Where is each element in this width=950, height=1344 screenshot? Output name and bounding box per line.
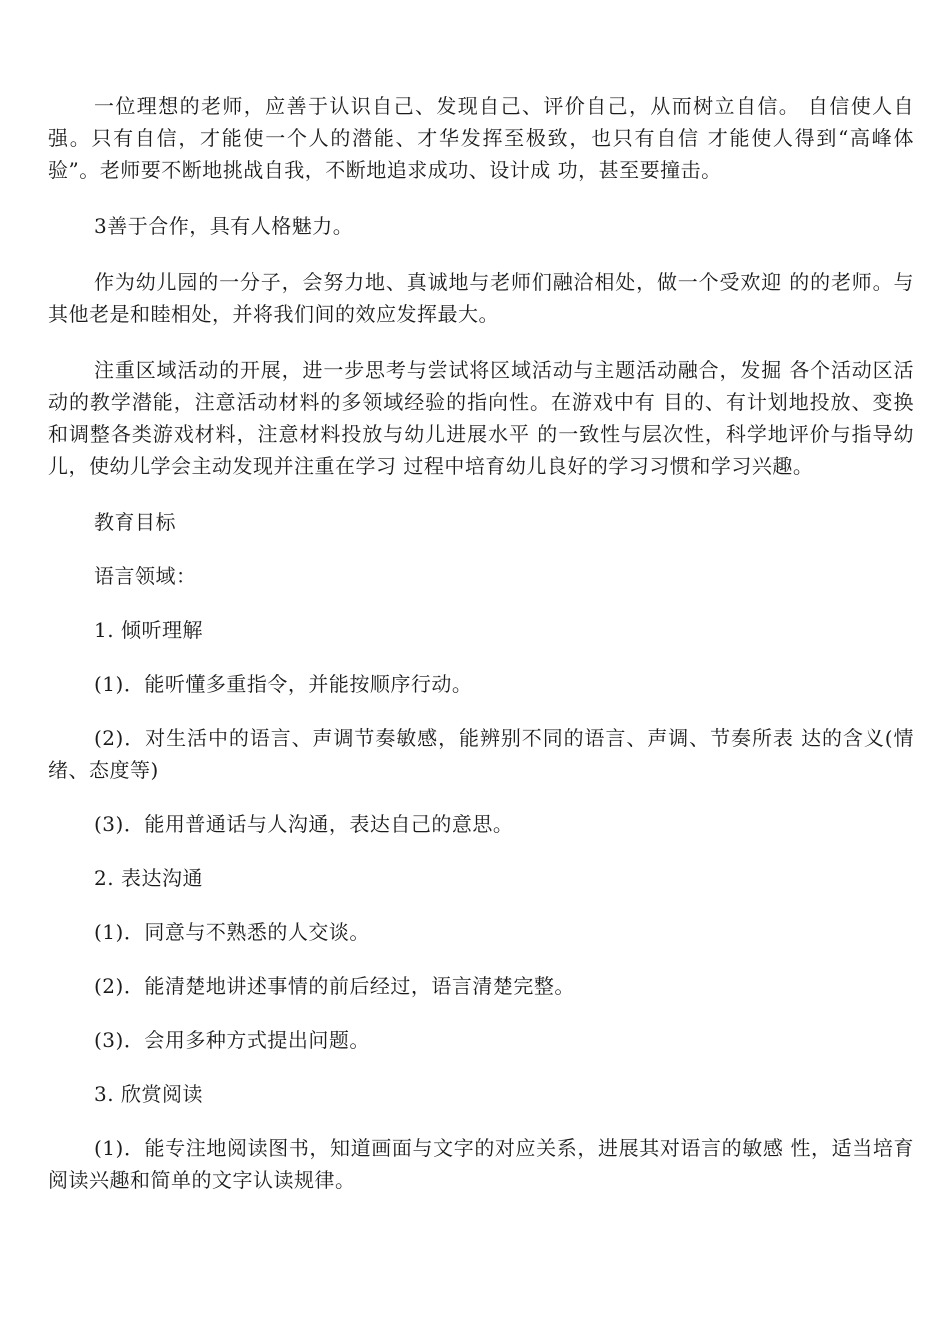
heading-reading: 3. 欣赏阅读 [94,1082,203,1106]
heading-education-goals: 教育目标 [94,510,176,534]
heading-expression: 2. 表达沟通 [94,866,203,890]
heading-language-domain: 语言领域： [94,564,197,588]
list-item-reading-1: (1)．能专注地阅读图书，知道画面与文字的对应关系，进展其对语言的敏感 性，适当培育阅读兴趣和简单的文字认读规律。 [48,1136,914,1192]
list-item-expression-2: (2)．能清楚地讲述事情的前后经过，语言清楚完整。 [94,974,575,998]
list-item-listening-3: (3)．能用普通话与人沟通，表达自己的意思。 [94,812,514,836]
list-item-expression-3: (3)．会用多种方式提出问题。 [94,1028,370,1052]
paragraph-self-confidence: 一位理想的老师，应善于认识自己、发现自己、评价自己，从而树立自信。 自信使人自强。只有自信，才能使一个人的潜能、才华发挥至极致，也只有自信 才能使人得到“高峰体验”。老师要不断地挑战自我，不断地追求成功、设计成 功，甚至要撞击。 [48,94,914,182]
list-item-expression-1: (1)．同意与不熟悉的人交谈。 [94,920,370,944]
list-item-listening-2: (2)．对生活中的语言、声调节奏敏感，能辨别不同的语言、声调、节奏所表 达的含义(情绪、态度等) [48,726,914,782]
paragraph-team-member: 作为幼儿园的一分子，会努力地、真诚地与老师们融洽相处，做一个受欢迎 的的老师。与其他老是和睦相处，并将我们间的效应发挥最大。 [48,270,914,326]
heading-cooperation: 3善于合作，具有人格魅力。 [94,214,354,238]
heading-listening: 1. 倾听理解 [94,618,203,642]
paragraph-area-activities: 注重区域活动的开展，进一步思考与尝试将区域活动与主题活动融合，发掘 各个活动区活动的教学潜能，注意活动材料的多领域经验的指向性。在游戏中有 目的、有计划地投放、变换和调整各类游戏材料，注意材料投放与幼儿进展水平 的一致性与层次性，科学地评价与指导幼儿，使幼儿学会主动发现并注重在学习 过程中培育幼儿良好的学习习惯和学习兴趣。 [48,358,914,478]
document-body [48,90,914,1196]
list-item-listening-1: (1)．能听懂多重指令，并能按顺序行动。 [94,672,473,696]
